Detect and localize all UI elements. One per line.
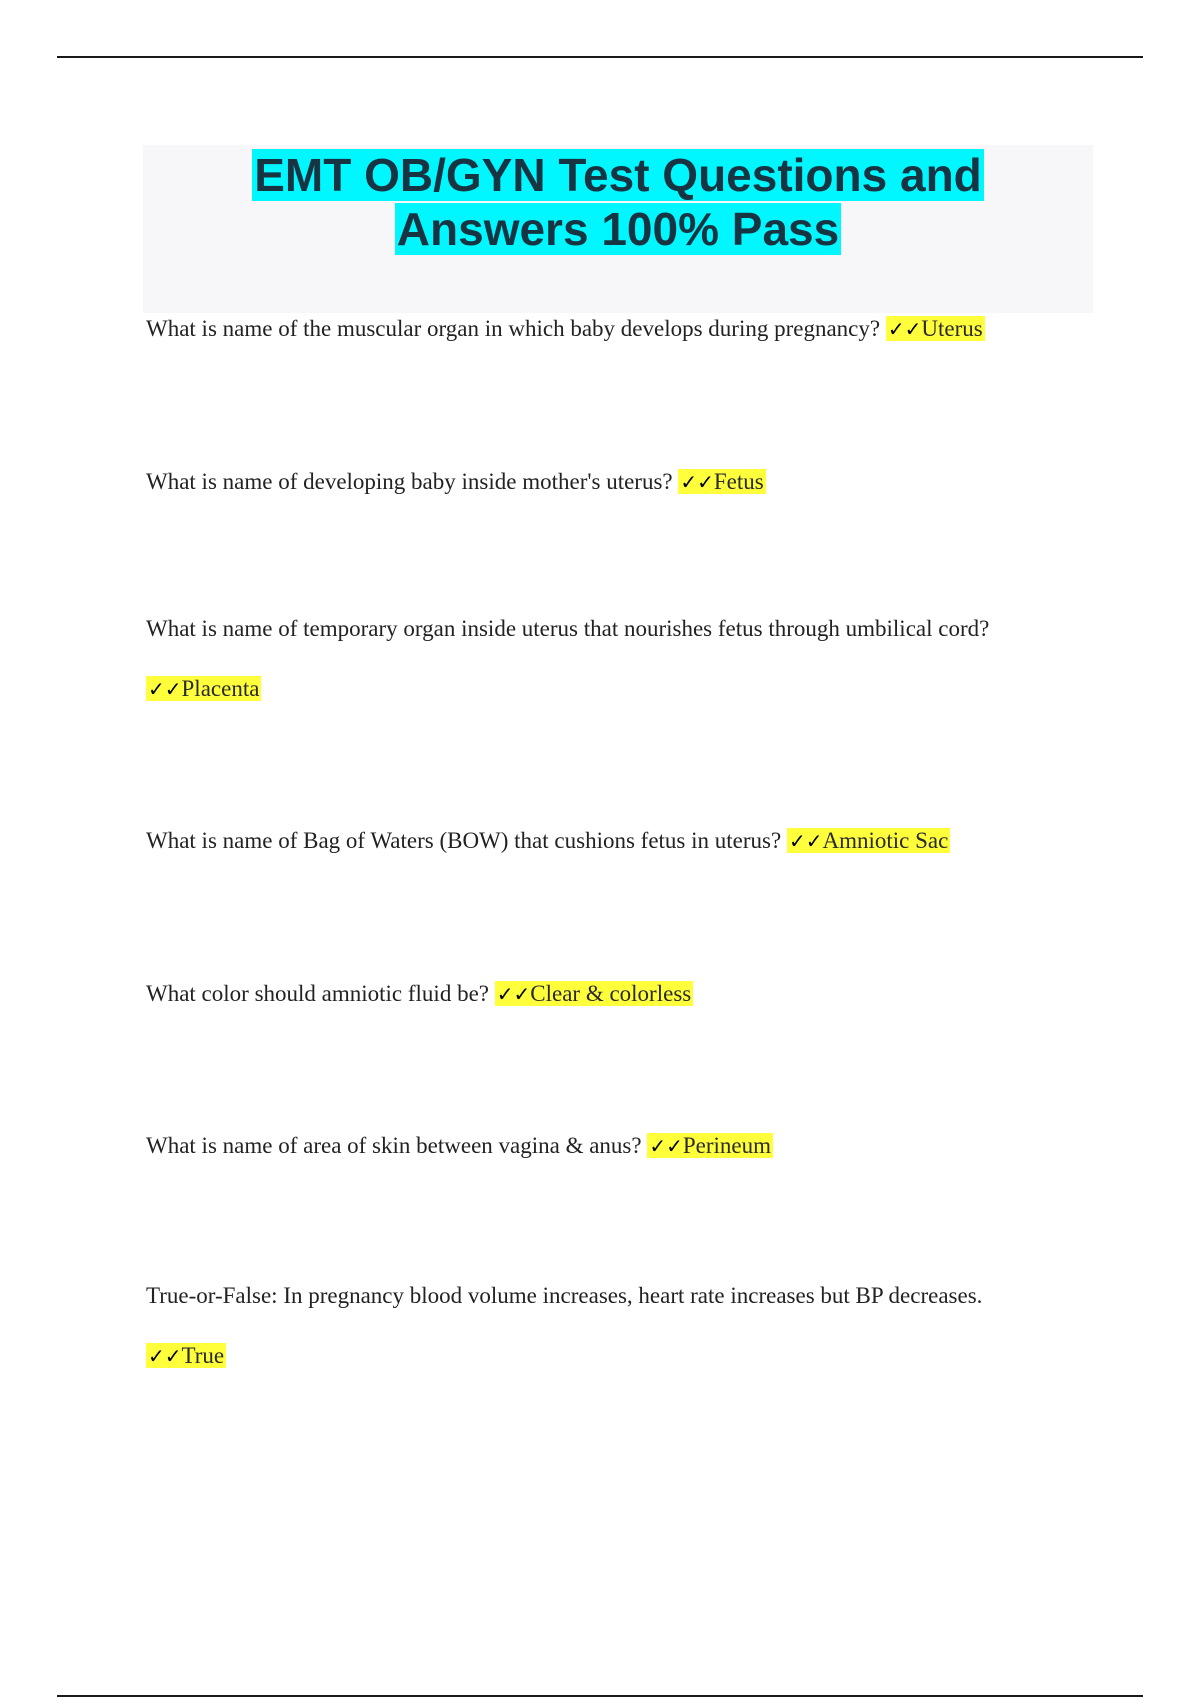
double-check-icon: ✓✓ (887, 317, 922, 341)
answer-highlight (495, 981, 693, 1006)
answer-highlight (787, 828, 950, 853)
question-text: What is name of Bag of Waters (BOW) that cushions fetus in uterus? (146, 828, 787, 853)
double-check-icon: ✓✓ (788, 829, 823, 853)
question-text: What is name of temporary organ inside uterus that nourishes fetus through umbilical cord? (146, 616, 990, 641)
qa-item-1 (146, 314, 1106, 344)
answer-text: Clear & colorless (530, 981, 692, 1006)
answer-text: Perineum (682, 1133, 772, 1158)
answer-highlight (886, 316, 985, 341)
double-check-icon: ✓✓ (148, 677, 182, 701)
double-check-icon: ✓✓ (680, 470, 714, 494)
answer-highlight (146, 676, 261, 701)
question-text: What is name of area of skin between vagina & anus? (146, 1133, 648, 1158)
qa-item-6 (146, 1131, 1106, 1161)
answer-text: True (181, 1343, 225, 1368)
question-text: What is name of developing baby inside mother's uterus? (146, 469, 679, 494)
question-text: What color should amniotic fluid be? (146, 981, 495, 1006)
title-line-1: EMT OB/GYN Test Questions and (254, 149, 982, 201)
answer-line (146, 674, 1106, 704)
question-text: What is name of the muscular organ in which baby develops during pregnancy? (146, 316, 886, 341)
footer-rule (57, 1695, 1143, 1697)
double-check-icon: ✓✓ (496, 982, 531, 1006)
answer-highlight (647, 1133, 773, 1158)
answer-text: Uterus (921, 316, 983, 341)
qa-item-7 (146, 1281, 1106, 1371)
answer-text: Fetus (713, 469, 764, 494)
double-check-icon: ✓✓ (148, 1344, 182, 1368)
answer-line (146, 1341, 1106, 1371)
answer-highlight (146, 1343, 226, 1368)
qa-item-2 (146, 467, 1106, 497)
answer-text: Amniotic Sac (822, 828, 949, 853)
qa-item-4 (146, 826, 1106, 856)
double-check-icon: ✓✓ (649, 1134, 683, 1158)
document-title (143, 148, 1093, 256)
qa-item-3 (146, 614, 1106, 704)
question-text: True-or-False: In pregnancy blood volume increases, heart rate increases but BP decreases. (146, 1283, 983, 1308)
title-line-2: Answers 100% Pass (396, 203, 840, 255)
answer-text: Placenta (181, 676, 260, 701)
answer-highlight (678, 469, 765, 494)
qa-item-5 (146, 979, 1106, 1009)
header-rule (57, 56, 1143, 58)
